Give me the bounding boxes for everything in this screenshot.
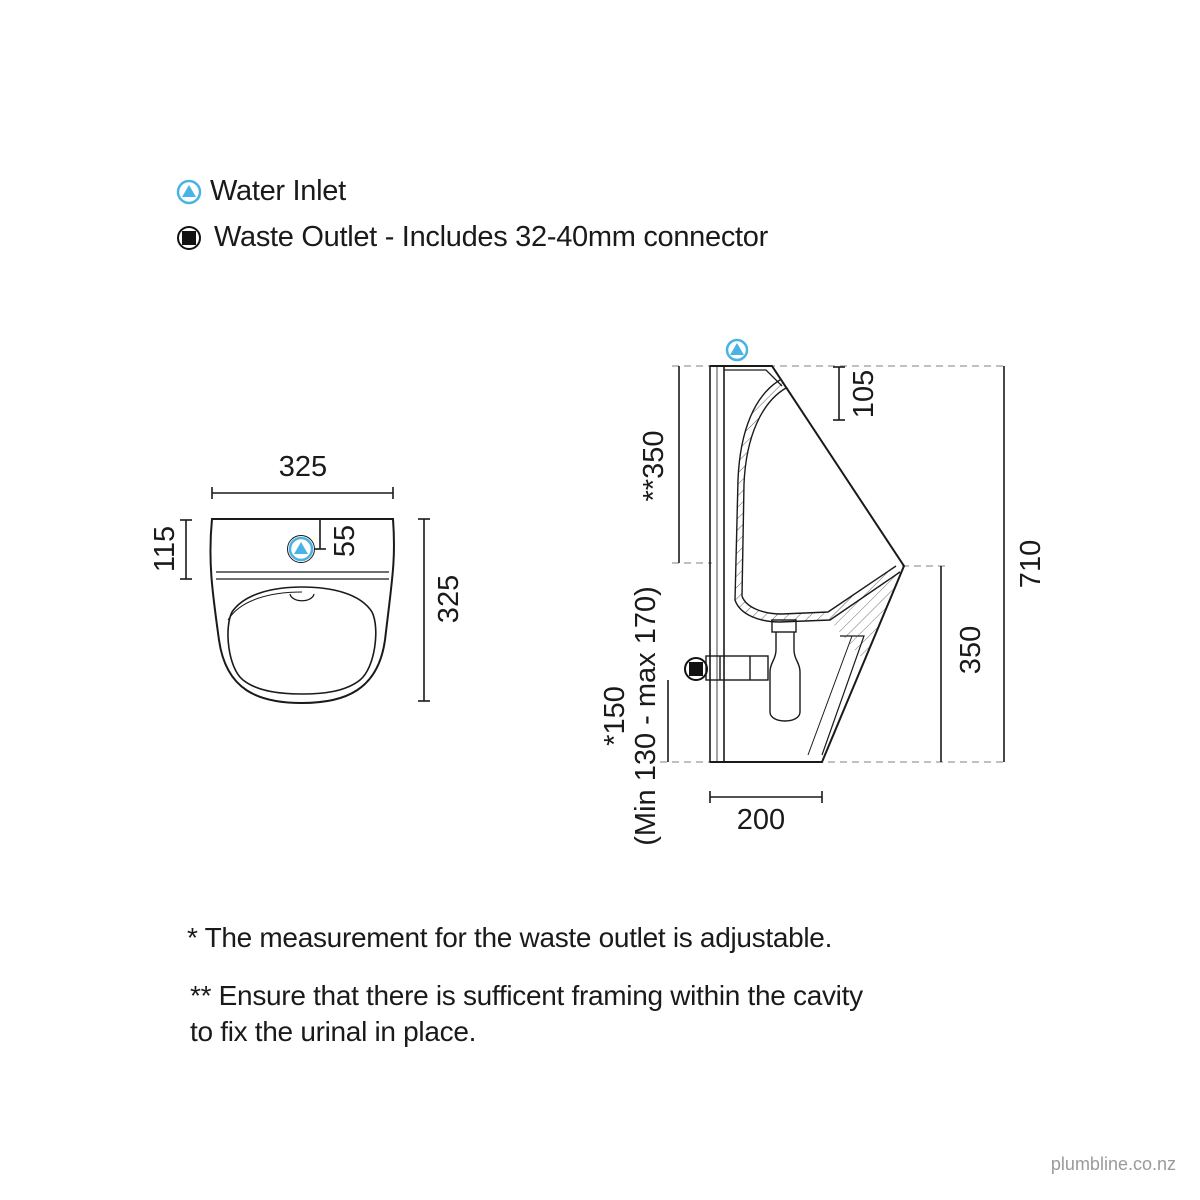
front-height-label: 325 (433, 574, 465, 624)
side-depth-dimension (710, 791, 822, 803)
watermark: plumbline.co.nz (1050, 1154, 1176, 1174)
front-width-dimension (212, 487, 393, 499)
side-view (599, 340, 1047, 846)
side-water-inlet-icon (727, 340, 747, 360)
note-framing-line2: to fix the urinal in place. (190, 1016, 477, 1047)
side-total-height-label: 710 (1015, 539, 1047, 589)
front-width-label: 325 (278, 451, 328, 483)
note-adjustable: * The measurement for the waste outlet is adjustable. (187, 922, 833, 953)
front-inlet-offset-dimension (314, 520, 326, 549)
front-water-inlet-icon (288, 536, 315, 563)
side-waste-height-label: *150 (599, 686, 631, 746)
side-waste-outlet-icon (685, 658, 707, 680)
front-urinal-bowl (228, 587, 376, 694)
front-top-depth-dimension (180, 520, 192, 579)
side-waste-range-label: (Min 130 - max 170) (630, 586, 662, 846)
trap-waste-pipe (706, 620, 800, 721)
side-lower-height-label: 350 (955, 625, 987, 675)
side-cavity-label: **350 (638, 430, 670, 502)
legend-outlet-label: Waste Outlet - Includes 32-40mm connector (214, 221, 768, 253)
reference-lines (660, 366, 1008, 762)
side-top-section-label: 105 (848, 369, 880, 419)
front-view (149, 451, 465, 703)
front-top-depth-label: 115 (149, 525, 181, 573)
front-inlet-offset-label: 55 (329, 524, 361, 558)
legend-inlet-label: Water Inlet (210, 175, 346, 207)
side-depth-label: 200 (736, 804, 786, 836)
note-framing-line1: ** Ensure that there is sufficent framing within the cavity (190, 980, 863, 1011)
side-top-section-dimension (833, 367, 845, 420)
front-height-dimension (418, 519, 430, 701)
